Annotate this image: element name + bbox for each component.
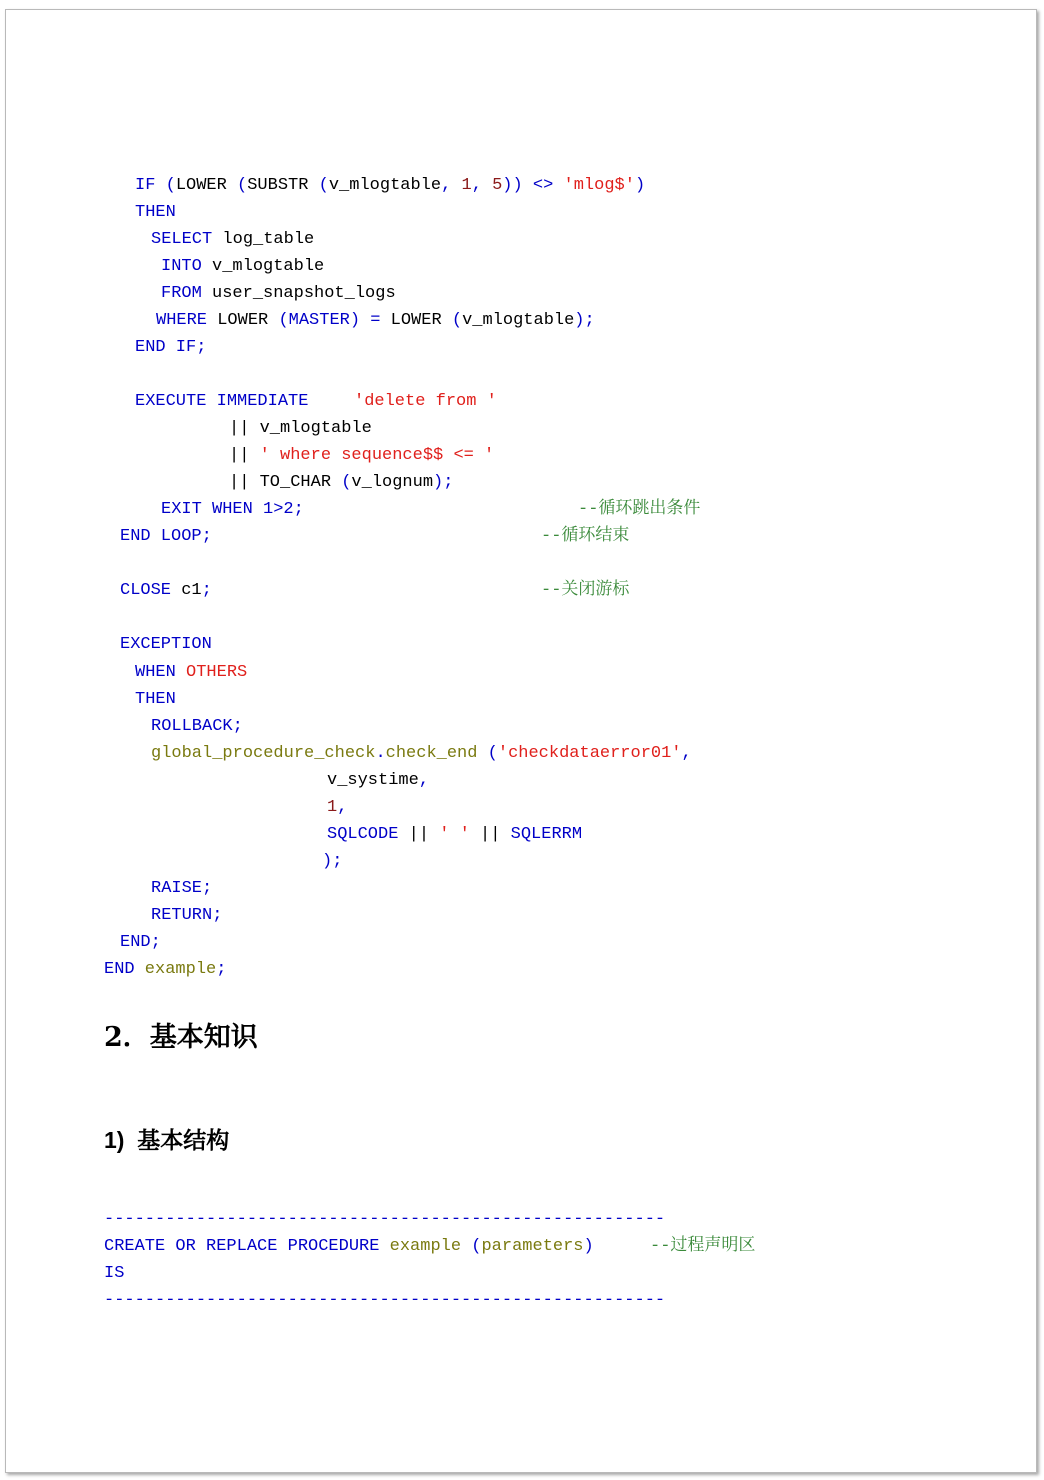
code-number: 5 [492, 176, 503, 195]
code-keyword: EXIT WHEN 1>2; [161, 500, 304, 519]
code-line [151, 717, 243, 737]
code-line [135, 203, 176, 223]
code-keyword: WHEN [135, 663, 176, 682]
code-line [151, 906, 222, 926]
code-line [135, 690, 176, 710]
code-text: || [229, 446, 260, 465]
code-separator: ------------------------------------------------------- [104, 1291, 666, 1310]
code-text: || [469, 825, 511, 844]
code-line [151, 230, 314, 250]
code-text: LOWER [390, 311, 452, 330]
code-line [135, 176, 645, 196]
code-string: 'delete from ' [354, 392, 497, 411]
code-string: 'mlog$' [563, 176, 635, 195]
code-text: v_mlogtable [328, 176, 442, 195]
code-line [327, 825, 582, 845]
code-text: v_systime [327, 771, 419, 790]
code-punct: ; [216, 960, 227, 979]
code-punct: ( [341, 473, 352, 492]
code-punct: ( [461, 1237, 482, 1256]
code-punct: ); [574, 311, 595, 330]
code-comment: --过程声明区 [650, 1237, 756, 1256]
code-line [104, 1264, 124, 1284]
code-text: SUBSTR [247, 176, 319, 195]
code-line [120, 933, 161, 953]
code-text: || [398, 825, 440, 844]
code-punct: , [681, 744, 692, 763]
code-text: v_lognum [351, 473, 434, 492]
code-text: || v_mlogtable [229, 419, 372, 438]
code-punct: )) <> [502, 176, 564, 195]
code-text: v_mlogtable [201, 257, 325, 276]
code-text: user_snapshot_logs [201, 284, 396, 303]
code-line [120, 635, 212, 655]
code-keyword: END [104, 960, 135, 979]
code-line [135, 338, 206, 358]
code-function: parameters [481, 1237, 584, 1256]
code-line [327, 798, 347, 818]
code-keyword: END IF; [135, 338, 207, 357]
code-number: 1 [327, 798, 338, 817]
code-keyword: THEN [135, 690, 176, 709]
code-keyword: RETURN; [151, 906, 223, 925]
code-line [327, 771, 429, 791]
code-line [104, 1237, 594, 1257]
code-keyword: SELECT [151, 230, 213, 249]
code-text: c1 [171, 581, 202, 600]
code-line [161, 500, 304, 520]
code-keyword: END; [120, 933, 161, 952]
code-keyword: IF [135, 176, 156, 195]
code-keyword: INTO [161, 257, 202, 276]
code-keyword: CREATE OR REPLACE PROCEDURE [104, 1237, 380, 1256]
code-keyword: RAISE; [151, 879, 213, 898]
code-comment: --循环结束 [541, 527, 630, 546]
code-separator: ------------------------------------------------------- [104, 1210, 666, 1229]
code-punct: , [471, 176, 493, 195]
subsection-heading: 1) 基本结构 [104, 1127, 230, 1153]
code-text: || TO_CHAR [229, 473, 342, 492]
code-punct: , [441, 176, 462, 195]
code-string: ' ' [439, 825, 470, 844]
code-function: global_procedure_check [151, 744, 376, 763]
code-line [161, 284, 396, 304]
code-punct: , [418, 771, 430, 790]
code-line [156, 311, 595, 331]
code-keyword: SQLERRM [510, 825, 583, 844]
code-line [151, 879, 212, 899]
code-text: LOWER [207, 311, 279, 330]
code-line [120, 527, 212, 547]
code-text: LOWER [175, 176, 238, 195]
code-line [229, 446, 494, 466]
code-number: 1 [461, 176, 472, 195]
code-function: check_end [385, 744, 478, 763]
code-keyword: EXECUTE IMMEDIATE [135, 392, 309, 411]
section-heading: 2．基本知识 [104, 1022, 258, 1053]
code-keyword: END LOOP; [120, 527, 212, 546]
code-line [135, 663, 247, 683]
code-punct: ( [477, 744, 498, 763]
code-string: 'checkdataerror01' [497, 744, 682, 763]
code-text: v_mlogtable [462, 311, 575, 330]
code-line [151, 744, 692, 764]
code-line [135, 392, 308, 412]
code-punct: . [375, 744, 386, 763]
code-comment: --关闭游标 [541, 581, 630, 600]
code-function: example [379, 1237, 462, 1256]
code-punct: ( [318, 176, 329, 195]
code-line [229, 473, 453, 493]
code-punct: ); [322, 852, 343, 871]
code-string: ' where sequence$$ <= ' [259, 446, 495, 465]
code-line [229, 419, 372, 439]
code-punct: ; [201, 581, 212, 600]
code-comment: --循环跳出条件 [578, 500, 701, 519]
code-punct: ) [583, 1237, 594, 1256]
code-keyword: CLOSE [120, 581, 172, 600]
code-keyword: ROLLBACK; [151, 717, 243, 736]
code-line [120, 581, 212, 601]
code-line [354, 392, 497, 412]
code-function: example [134, 960, 217, 979]
code-string: OTHERS [175, 663, 248, 682]
code-punct: ( [451, 311, 463, 330]
code-line [104, 960, 226, 980]
code-line [161, 257, 324, 277]
code-punct: , [337, 798, 348, 817]
code-keyword: FROM [161, 284, 202, 303]
code-keyword: EXCEPTION [120, 635, 212, 654]
code-line [322, 852, 342, 872]
code-punct: ( [237, 176, 248, 195]
code-keyword: WHERE [156, 311, 208, 330]
code-keyword: IS [104, 1264, 125, 1283]
code-keyword: THEN [135, 203, 176, 222]
code-punct: ) [634, 176, 646, 195]
code-punct: (MASTER) = [278, 311, 391, 330]
code-punct: ); [433, 473, 454, 492]
code-text: log_table [212, 230, 315, 249]
code-punct: ( [155, 176, 176, 195]
code-keyword: SQLCODE [327, 825, 399, 844]
